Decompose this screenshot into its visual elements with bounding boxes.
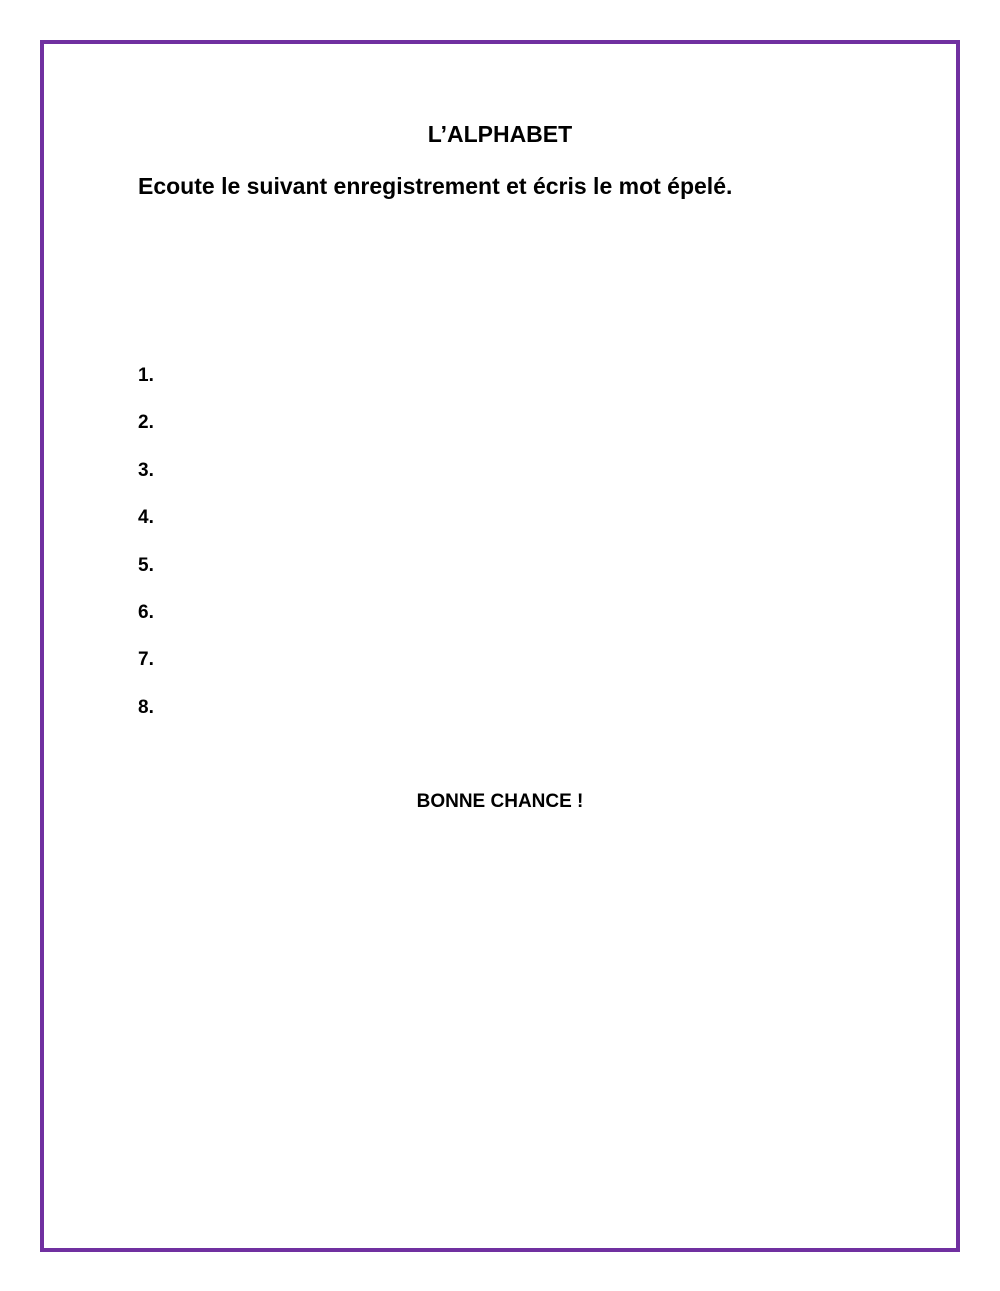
list-item: 5. xyxy=(138,554,154,576)
list-item: 6. xyxy=(138,601,154,623)
list-item: 8. xyxy=(138,696,154,718)
answer-list xyxy=(138,362,154,741)
page-border xyxy=(40,40,960,1252)
list-item: 3. xyxy=(138,459,154,481)
instruction-text: Ecoute le suivant enregistrement et écris le mot épelé. xyxy=(138,173,733,199)
list-item: 4. xyxy=(138,507,154,529)
page-title: L’ALPHABET xyxy=(427,121,573,147)
list-item: 2. xyxy=(138,412,154,434)
list-item: 7. xyxy=(138,649,154,671)
closing-message: BONNE CHANCE ! xyxy=(416,791,584,812)
list-item: 1. xyxy=(138,365,154,386)
